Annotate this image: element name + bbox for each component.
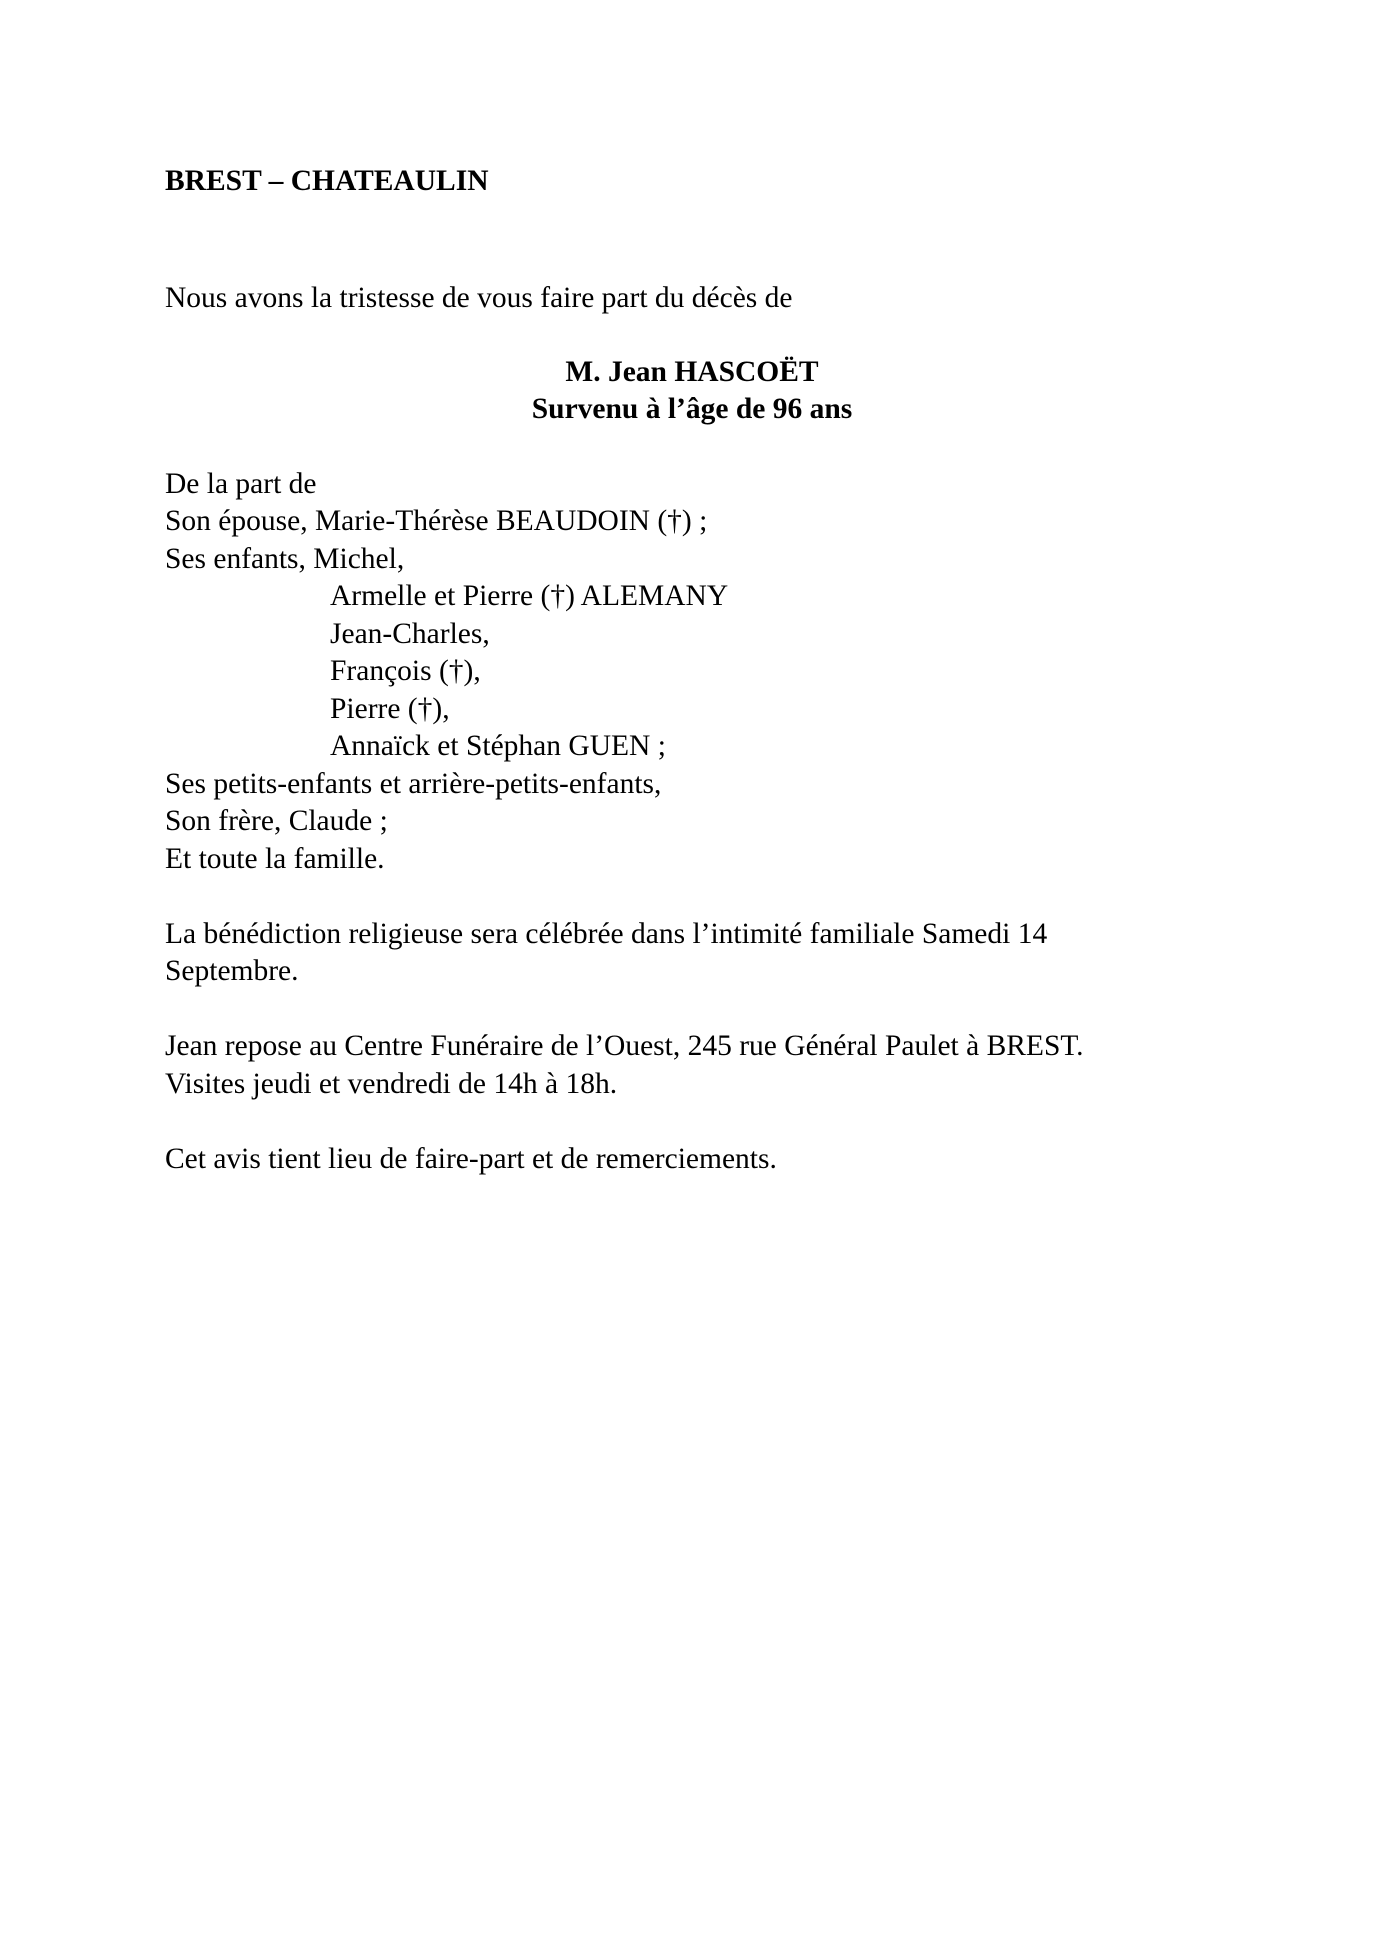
family-children-intro: Ses enfants, Michel,: [165, 543, 405, 575]
intro-text: Nous avons la tristesse de vous faire part du décès de: [165, 282, 793, 314]
closing-text: Cet avis tient lieu de faire-part et de remerciements.: [165, 1143, 777, 1175]
family-child: Armelle et Pierre (†) ALEMANY: [330, 580, 729, 612]
family-spouse: Son épouse, Marie-Thérèse BEAUDOIN (†) ;: [165, 505, 708, 537]
location-heading: BREST – CHATEAULIN: [165, 165, 489, 197]
family-child: Jean-Charles,: [330, 618, 490, 650]
family-intro: De la part de: [165, 468, 317, 500]
visitation-line: Visites jeudi et vendredi de 14h à 18h.: [165, 1068, 618, 1100]
visitation-line: Jean repose au Centre Funéraire de l’Ouest, 245 rue Général Paulet à BREST.: [165, 1030, 1084, 1062]
deceased-name: M. Jean HASCOËT: [565, 356, 819, 388]
ceremony-line: La bénédiction religieuse sera célébrée dans l’intimité familiale Samedi 14: [165, 918, 1048, 950]
family-grandchildren: Ses petits-enfants et arrière-petits-enfants,: [165, 768, 662, 800]
family-child: François (†),: [330, 655, 481, 687]
family-child: Annaïck et Stéphan GUEN ;: [330, 730, 666, 762]
family-rest: Et toute la famille.: [165, 843, 385, 875]
family-brother: Son frère, Claude ;: [165, 805, 388, 837]
ceremony-line: Septembre.: [165, 955, 299, 987]
deceased-age: Survenu à l’âge de 96 ans: [531, 393, 853, 425]
family-child: Pierre (†),: [330, 693, 450, 725]
